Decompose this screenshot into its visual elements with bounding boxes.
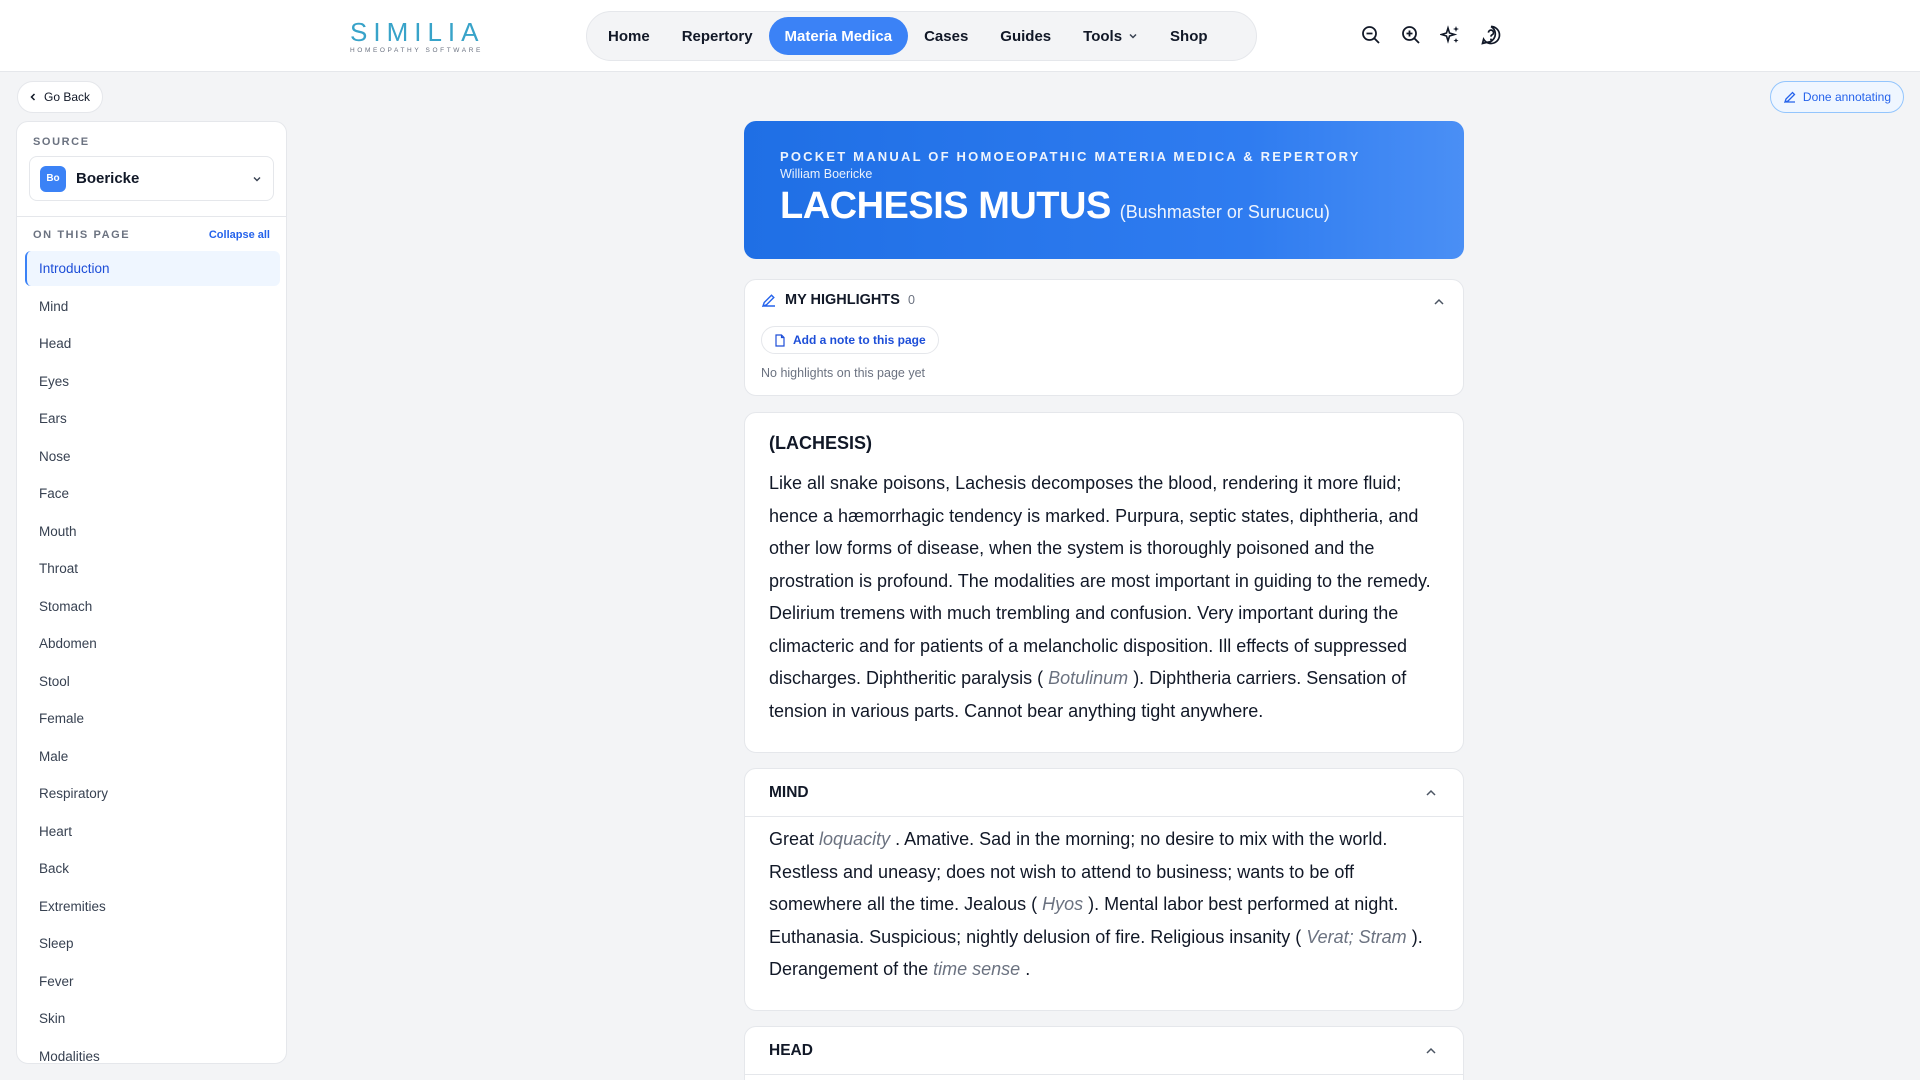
on-this-page-label: ON THIS PAGE xyxy=(33,229,131,241)
toc-item-respiratory[interactable]: Respiratory xyxy=(39,786,109,801)
toc-item-back[interactable]: Back xyxy=(39,861,70,876)
highlights-title: MY HIGHLIGHTS xyxy=(785,292,900,308)
toc-item-modalities[interactable]: Modalities xyxy=(39,1048,100,1064)
go-back-label: Go Back xyxy=(44,90,91,104)
source-label: SOURCE xyxy=(33,136,90,148)
done-annotating-button[interactable] xyxy=(1770,81,1904,113)
toc-item-heart[interactable]: Heart xyxy=(39,823,73,839)
top-navigation-bar xyxy=(0,0,1920,72)
nav-repertory[interactable]: Repertory xyxy=(681,27,753,45)
toc-item-abdomen[interactable]: Abdomen xyxy=(39,636,97,651)
remedy-common-name: (Bushmaster or Surucucu) xyxy=(1119,202,1330,222)
mind-text-part: . Amative. Sad in the morning; no desire to mix with the world. Restless and uneasy; does not wish to attend to business; wants to be off somewhere all the time. Jealous ( xyxy=(769,829,1388,914)
highlights-count: 0 xyxy=(907,293,915,307)
nav-cases[interactable]: Cases xyxy=(924,27,969,45)
remedy-title xyxy=(780,185,1330,228)
toc-item-female[interactable]: Female xyxy=(39,711,85,726)
nav-home[interactable]: Home xyxy=(608,27,650,45)
note-icon xyxy=(774,334,786,347)
head-section-title: HEAD xyxy=(769,1041,813,1059)
highlights-header xyxy=(761,292,915,308)
nav-guides[interactable]: Guides xyxy=(1000,27,1052,45)
done-annotating-label: Done annotating xyxy=(1802,90,1891,104)
toc-item-face[interactable]: Face xyxy=(39,486,70,501)
similia-logo[interactable] xyxy=(344,14,484,58)
nav-materia-medica[interactable]: Materia Medica xyxy=(769,17,909,55)
sidebar xyxy=(16,121,287,1064)
sparkles-icon[interactable] xyxy=(1440,24,1462,46)
mind-text-part: Great xyxy=(769,829,815,849)
header-actions xyxy=(1360,24,1502,46)
remedy-header-banner xyxy=(744,121,1464,259)
collapse-all-link[interactable]: Collapse all xyxy=(208,229,270,241)
toc-item-extremities[interactable]: Extremities xyxy=(39,898,106,914)
toc-item-head[interactable]: Head xyxy=(39,336,72,351)
brand-tagline: HOMEOPATHY SOFTWARE xyxy=(350,46,483,54)
sidebar-divider xyxy=(17,216,286,217)
introduction-text xyxy=(769,467,1444,727)
intro-text-part: Like all snake poisons, Lachesis decomposes the blood, rendering it more fluid; hence a hæmorrhagic tendency is marked. Purpura, septic states, diphtheria, and other low forms of disease, when the system is thoroughly poisoned and the prostration is profound. The modalities are most important in guiding to the remedy. Delirium tremens with much trembling and confusion. Very important during the climacteric and for patients of a melancholic disposition. Ill effects of suppressed discharges. Diphtheritic paralysis ( xyxy=(769,473,1431,688)
mind-text-part: . xyxy=(1025,959,1031,979)
remedy-reference: Hyos xyxy=(1042,894,1084,914)
main-nav xyxy=(586,11,1257,61)
toc-item-sleep[interactable]: Sleep xyxy=(39,936,74,951)
table-of-contents xyxy=(25,251,280,1064)
nav-tools-label: Tools xyxy=(1083,27,1123,45)
chevron-down-icon xyxy=(251,173,263,185)
chevron-down-icon xyxy=(1128,31,1138,41)
my-highlights-card xyxy=(744,279,1464,396)
add-note-button[interactable] xyxy=(761,326,939,354)
chevron-left-icon xyxy=(28,92,38,102)
source-select[interactable] xyxy=(29,156,274,201)
toc-item-fever[interactable]: Fever xyxy=(39,973,74,989)
toc-item-stomach[interactable]: Stomach xyxy=(39,598,93,614)
highlighter-icon xyxy=(761,292,777,308)
mind-text-part: ). Derangement of the xyxy=(769,926,1423,979)
zoom-in-icon[interactable] xyxy=(1400,24,1422,46)
pen-icon xyxy=(1783,90,1797,104)
mind-text-part: ). Mental labor best performed at night. Euthanasia. Suspicious; nightly delusion of fire. Religious insanity ( xyxy=(769,894,1399,947)
toc-item-introduction[interactable]: Introduction xyxy=(25,251,280,286)
chevron-up-icon[interactable] xyxy=(1431,294,1447,310)
emphasized-term: loquacity xyxy=(819,829,891,849)
no-highlights-text: No highlights on this page yet xyxy=(761,366,925,380)
source-name: Boericke xyxy=(76,170,140,187)
chevron-up-icon[interactable] xyxy=(1423,1043,1439,1059)
toc-item-mind[interactable]: Mind xyxy=(39,298,69,314)
head-section xyxy=(744,1026,1464,1080)
nav-shop[interactable]: Shop xyxy=(1170,27,1208,45)
toc-item-nose[interactable]: Nose xyxy=(39,448,71,464)
add-note-label: Add a note to this page xyxy=(793,333,926,347)
mind-section-title: MIND xyxy=(769,783,809,801)
toc-item-eyes[interactable]: Eyes xyxy=(39,373,70,389)
head-section-header[interactable] xyxy=(745,1027,1463,1075)
zoom-out-icon[interactable] xyxy=(1360,24,1382,46)
brand-name: SIMILIA xyxy=(350,16,485,47)
remedy-reference: Botulinum xyxy=(1048,668,1129,688)
toc-item-mouth[interactable]: Mouth xyxy=(39,523,77,539)
toc-item-skin[interactable]: Skin xyxy=(39,1011,66,1026)
toc-item-stool[interactable]: Stool xyxy=(39,673,70,689)
intro-text-part: ). Diphtheria carriers. Sensation of tension in various parts. Cannot bear anything tight anywhere. xyxy=(769,668,1407,721)
mind-section xyxy=(744,768,1464,1011)
emphasized-term: time sense xyxy=(933,959,1021,979)
author-name: William Boericke xyxy=(780,167,873,181)
toc-item-ears[interactable]: Ears xyxy=(39,411,67,426)
introduction-section xyxy=(744,412,1464,753)
toc-item-male[interactable]: Male xyxy=(39,748,69,764)
toc-item-throat[interactable]: Throat xyxy=(39,561,79,576)
chevron-up-icon[interactable] xyxy=(1423,785,1439,801)
go-back-button[interactable] xyxy=(17,81,103,113)
book-title: POCKET MANUAL OF HOMOEOPATHIC MATERIA MEDICA & REPERTORY xyxy=(780,149,1361,164)
source-badge: Bo xyxy=(40,166,66,192)
remedy-reference: Verat; Stram xyxy=(1306,926,1407,947)
mind-text xyxy=(769,823,1444,986)
introduction-title: (LACHESIS) xyxy=(769,433,872,453)
nav-tools[interactable] xyxy=(1067,17,1154,55)
mind-section-header[interactable] xyxy=(745,769,1463,817)
help-icon[interactable] xyxy=(1480,24,1502,46)
remedy-name: LACHESIS MUTUS xyxy=(780,185,1111,227)
